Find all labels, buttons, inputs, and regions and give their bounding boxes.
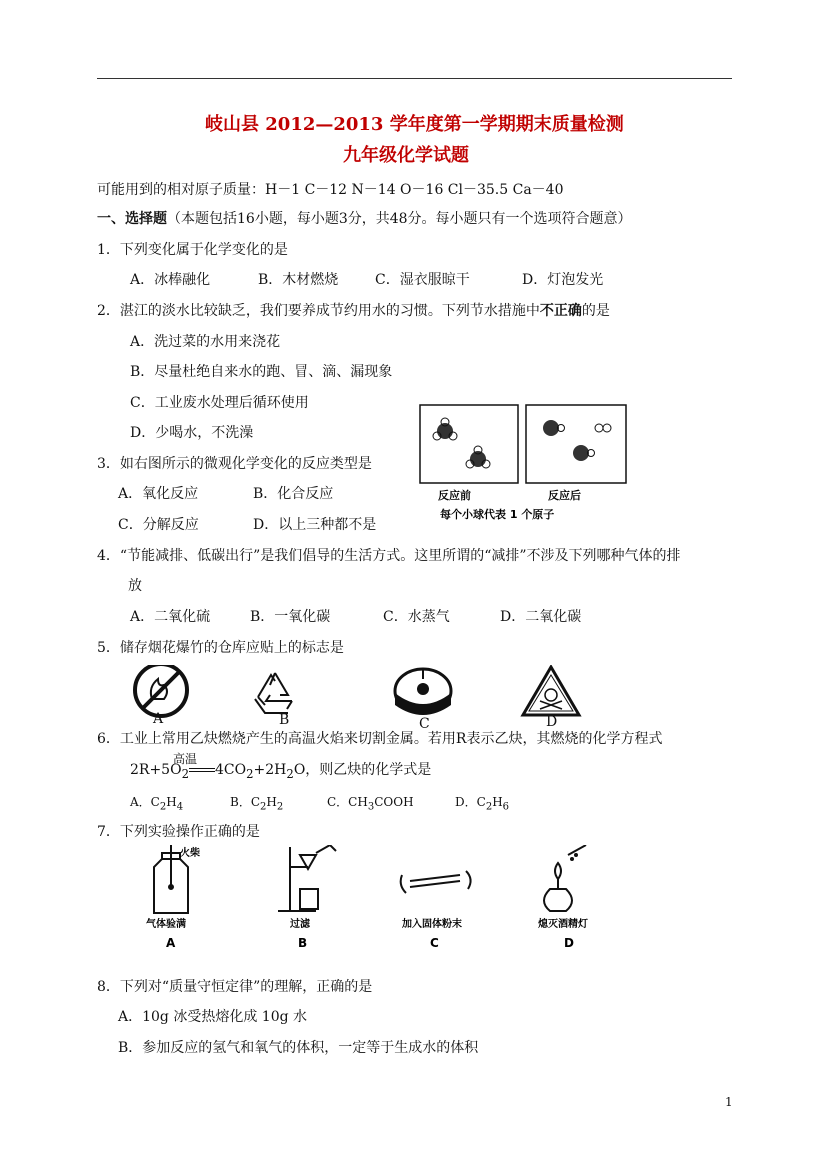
q6-a-prefix: A．C xyxy=(130,795,160,809)
q8-option-a: A．10g 冰受热熔化成 10g 水 xyxy=(118,1009,308,1025)
q5-label-b: B xyxy=(279,712,290,728)
atomic-mass-line: 可能用到的相对原子质量：H－1 C－12 N－14 O－16 Cl－35.5 Ca－40 xyxy=(97,182,564,198)
q7-figures xyxy=(140,845,620,955)
q6-a-sub1: 2 xyxy=(159,801,167,813)
q6-b-mid: H xyxy=(266,795,277,809)
q4-option-d: D．二氧化碳 xyxy=(500,609,582,625)
label-before: 反应前 xyxy=(438,489,471,502)
equation-o: O xyxy=(293,762,306,778)
q8-stem: 8．下列对“质量守恒定律”的理解，正确的是 xyxy=(97,979,373,995)
q5-stem: 5．储存烟花爆竹的仓库应贴上的标志是 xyxy=(97,640,344,656)
q6-d-mid: H xyxy=(492,795,503,809)
q3-option-a: A．氧化反应 xyxy=(118,486,199,502)
q2-option-c: C．工业废水处理后循环使用 xyxy=(130,395,309,411)
molecule-before-2 xyxy=(466,446,490,468)
page-number: 1 xyxy=(725,1095,733,1109)
toxic-skull-icon xyxy=(523,667,579,715)
label-after: 反应后 xyxy=(548,489,581,502)
q6-d-sub2: 6 xyxy=(502,801,510,813)
q6-b-sub2: 2 xyxy=(276,801,284,813)
molecule-after-3 xyxy=(573,445,595,461)
q7-caption-a: 气体验满 xyxy=(146,919,186,930)
q7-letter-a: A xyxy=(166,936,176,950)
q7-caption-b: 过滤 xyxy=(290,919,310,930)
q3-reaction-figure xyxy=(418,403,630,525)
q2-stem-pre: 2．湛江的淡水比较缺乏，我们要养成节约用水的习惯。下列节水措施中 xyxy=(97,303,540,319)
header-rule xyxy=(97,78,732,79)
q6-c-prefix: C．CH xyxy=(327,795,368,809)
q6-d-sub1: 2 xyxy=(485,801,493,813)
q1-option-d: D．灯泡发光 xyxy=(522,272,604,288)
q2-option-a: A．洗过菜的水用来浇花 xyxy=(130,334,281,350)
q1-stem: 1．下列变化属于化学变化的是 xyxy=(97,242,288,258)
q3-stem: 3．如右图所示的微观化学变化的反应类型是 xyxy=(97,456,372,472)
equation-right: 4CO xyxy=(215,762,247,778)
q6-option-a xyxy=(130,793,183,816)
q5-label-c: C xyxy=(419,716,430,732)
molecule-before-1 xyxy=(433,418,457,440)
molecule-after-1 xyxy=(543,420,565,436)
q7-letter-c: C xyxy=(430,936,439,950)
q6-stem-after: ，则乙炔的化学式是 xyxy=(305,762,432,778)
q1-option-a: A．冰棒融化 xyxy=(130,272,211,288)
equation-h2o-sub: 2 xyxy=(286,766,294,781)
after-box xyxy=(526,405,626,483)
q2-option-b: B．尽量杜绝自来水的跑、冒、滴、漏现象 xyxy=(130,364,393,380)
filtration-icon xyxy=(278,845,336,911)
q6-a-sub2: 4 xyxy=(176,801,184,813)
add-powder-tube-icon xyxy=(401,871,471,893)
q8-option-b: B．参加反应的氢气和氧气的体积，一定等于生成水的体积 xyxy=(118,1040,479,1056)
page-subtitle: 九年级化学试题 xyxy=(343,145,469,166)
q3-option-b: B．化合反应 xyxy=(253,486,334,502)
q4-option-a: A．二氧化硫 xyxy=(130,609,211,625)
alcohol-lamp-icon xyxy=(544,845,586,911)
equation-left: 2R+5O xyxy=(130,762,182,778)
match-label: 火柴 xyxy=(180,848,200,859)
molecule-after-2 xyxy=(595,424,611,432)
q1-option-c: C．湿衣服晾干 xyxy=(375,272,470,288)
no-fire-icon xyxy=(135,665,187,716)
q6-equation-line xyxy=(130,761,431,783)
q7-stem: 7．下列实验操作正确的是 xyxy=(97,824,260,840)
q4-stem-line2: 放 xyxy=(128,578,142,594)
section1-heading-line xyxy=(97,210,632,228)
q7-caption-c: 加入固体粉末 xyxy=(402,919,462,930)
q5-label-d: D xyxy=(546,714,558,730)
section1-note: （本题包括16小题，每小题3分，共48分。每小题只有一个选项符合题意） xyxy=(167,211,632,227)
q2-stem-bold: 不正确 xyxy=(539,303,582,319)
q6-option-b xyxy=(230,793,283,816)
page-title: 岐山县 2012—2013 学年度第一学期期末质量检测 xyxy=(205,114,624,135)
q1-option-b: B．木材燃烧 xyxy=(258,272,339,288)
q2-stem xyxy=(97,302,610,320)
equation-arrow xyxy=(189,768,215,772)
q3-option-d: D．以上三种都不是 xyxy=(253,517,377,533)
equation-plus: +2H xyxy=(253,762,287,778)
before-box xyxy=(420,405,518,483)
q4-option-b: B．一氧化碳 xyxy=(250,609,331,625)
q6-d-prefix: D．C xyxy=(455,795,486,809)
q6-option-d xyxy=(455,793,509,816)
q6-b-sub1: 2 xyxy=(260,801,267,813)
equation-co2-sub: 2 xyxy=(246,766,254,781)
q3-option-c: C．分解反应 xyxy=(118,517,199,533)
q2-stem-post: 的是 xyxy=(581,303,610,319)
q7-letter-d: D xyxy=(564,936,574,950)
q7-caption-d: 熄灭酒精灯 xyxy=(538,919,588,930)
q6-c-sub1: 3 xyxy=(367,801,375,813)
q4-stem-line1: 4．“节能减排、低碳出行”是我们倡导的生活方式。这里所谓的“减排”不涉及下列哪种气体的排 xyxy=(97,548,681,564)
q6-b-prefix: B．C xyxy=(230,795,261,809)
q6-c-mid: COOH xyxy=(374,795,414,809)
q7-letter-b: B xyxy=(298,936,308,950)
figure-caption: 每个小球代表 1 个原子 xyxy=(440,508,555,521)
equation-condition: 高温 xyxy=(173,752,198,766)
recycle-icon xyxy=(255,673,292,713)
q6-stem: 6．工业上常用乙炔燃烧产生的高温火焰来切割金属。若用R表示乙炔，其燃烧的化学方程式 xyxy=(97,731,663,747)
section1-heading: 一、选择题 xyxy=(97,211,167,227)
q2-option-d: D．少喝水，不洗澡 xyxy=(130,425,254,441)
q6-option-c xyxy=(327,793,414,816)
q5-label-a: A xyxy=(153,711,164,727)
corrosive-icon xyxy=(395,669,451,715)
q4-option-c: C．水蒸气 xyxy=(383,609,450,625)
equation-o2-sub: 2 xyxy=(181,766,189,781)
q5-signs xyxy=(130,665,610,727)
q6-a-mid: H xyxy=(166,795,177,809)
